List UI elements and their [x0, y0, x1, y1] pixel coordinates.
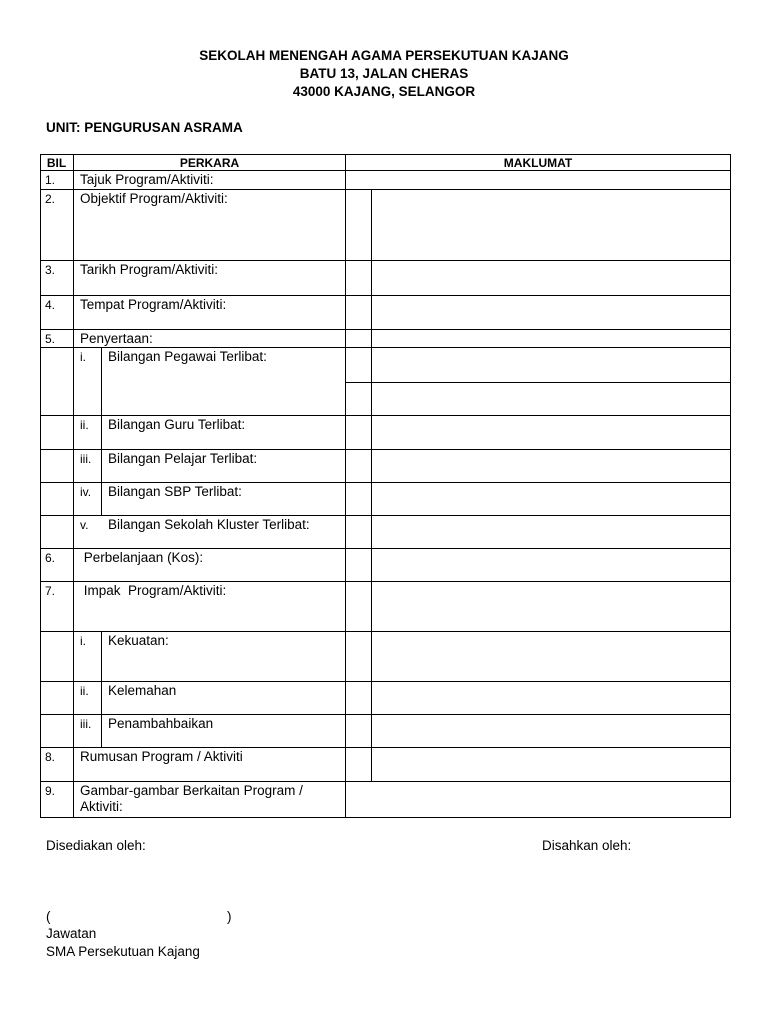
school-postcode-line: 43000 KAJANG, SELANGOR: [292, 84, 476, 99]
sub-row-number: ii.: [80, 418, 89, 432]
row-number: 6.: [45, 551, 56, 565]
sub-row-number: iv.: [80, 485, 92, 499]
row-number: 2.: [45, 192, 56, 206]
row-divider: [40, 747, 731, 748]
row-label-penambahbaikan: Penambahbaikan: [108, 716, 214, 731]
row-number: 9.: [45, 784, 56, 798]
row-divider: [40, 415, 731, 416]
row-label-penyertaan: Penyertaan:: [80, 331, 153, 346]
row-label-tempat: Tempat Program/Aktiviti:: [80, 297, 227, 312]
row-divider: [40, 189, 731, 190]
table-border: [40, 154, 41, 818]
signature-name-open: (: [46, 909, 51, 924]
row-divider: [40, 329, 731, 330]
row-number: 4.: [45, 298, 56, 312]
column-divider: [73, 154, 74, 818]
row-label-pelajar: Bilangan Pelajar Terlibat:: [108, 451, 258, 466]
column-header-bil: BIL: [46, 156, 67, 170]
column-divider: [371, 189, 372, 781]
approved-by-label: Disahkan oleh:: [542, 838, 632, 853]
row-number: 7.: [45, 584, 56, 598]
sub-column-divider: [101, 631, 102, 747]
row-number: 5.: [45, 332, 56, 346]
table-border: [40, 817, 731, 818]
row-number: 8.: [45, 750, 56, 764]
row-divider: [40, 347, 731, 348]
row-label-impak: Impak Program/Aktiviti:: [80, 583, 227, 598]
row-label-kelemahan: Kelemahan: [108, 683, 177, 698]
row-divider: [40, 515, 731, 516]
row-divider: [40, 581, 731, 582]
row-label-sbp: Bilangan SBP Terlibat:: [108, 484, 242, 499]
prepared-by-label: Disediakan oleh:: [46, 838, 146, 853]
row-divider: [40, 548, 731, 549]
row-label-kekuatan: Kekuatan:: [108, 633, 169, 648]
school-name: SEKOLAH MENENGAH AGAMA PERSEKUTUAN KAJANG: [199, 48, 569, 63]
position-label: Jawatan: [46, 926, 97, 941]
school-label: SMA Persekutuan Kajang: [46, 944, 200, 959]
row-label-tarikh: Tarikh Program/Aktiviti:: [80, 262, 219, 277]
row-divider: [40, 482, 731, 483]
row-number: 3.: [45, 263, 56, 277]
row-label-objektif: Objektif Program/Aktiviti:: [80, 191, 228, 206]
row-divider: [40, 681, 731, 682]
table-border: [730, 154, 731, 818]
row-divider: [345, 382, 731, 383]
row-divider: [40, 631, 731, 632]
sub-row-number: iii.: [80, 717, 92, 731]
column-header-maklumat: MAKLUMAT: [503, 156, 573, 170]
row-label-rumusan: Rumusan Program / Aktiviti: [80, 749, 243, 764]
row-label-tajuk: Tajuk Program/Aktiviti:: [80, 172, 214, 187]
row-label-pegawai: Bilangan Pegawai Terlibat:: [108, 349, 267, 364]
school-address-line: BATU 13, JALAN CHERAS: [299, 66, 469, 81]
row-divider: [40, 449, 731, 450]
sub-row-number: iii.: [80, 452, 92, 466]
sub-row-number: i.: [80, 350, 86, 364]
row-label-guru: Bilangan Guru Terlibat:: [108, 417, 246, 432]
row-divider: [40, 714, 731, 715]
sub-column-divider: [101, 347, 102, 515]
row-label-perbelanjaan: Perbelanjaan (Kos):: [80, 550, 204, 565]
sub-row-number: i.: [80, 634, 86, 648]
row-divider: [40, 260, 731, 261]
row-divider: [40, 295, 731, 296]
program-report-table: [40, 154, 731, 818]
column-header-perkara: PERKARA: [179, 156, 240, 170]
unit-label: UNIT: PENGURUSAN ASRAMA: [46, 120, 243, 135]
row-number: 1.: [45, 173, 56, 187]
row-label-gambar: Gambar-gambar Berkaitan Program / Aktiviti:: [80, 783, 303, 814]
row-divider: [40, 781, 731, 782]
signature-name-close: ): [227, 909, 232, 924]
row-label-kluster: Bilangan Sekolah Kluster Terlibat:: [108, 517, 310, 532]
column-divider: [345, 154, 346, 818]
sub-row-number: ii.: [80, 684, 89, 698]
sub-row-number: v.: [80, 518, 89, 532]
